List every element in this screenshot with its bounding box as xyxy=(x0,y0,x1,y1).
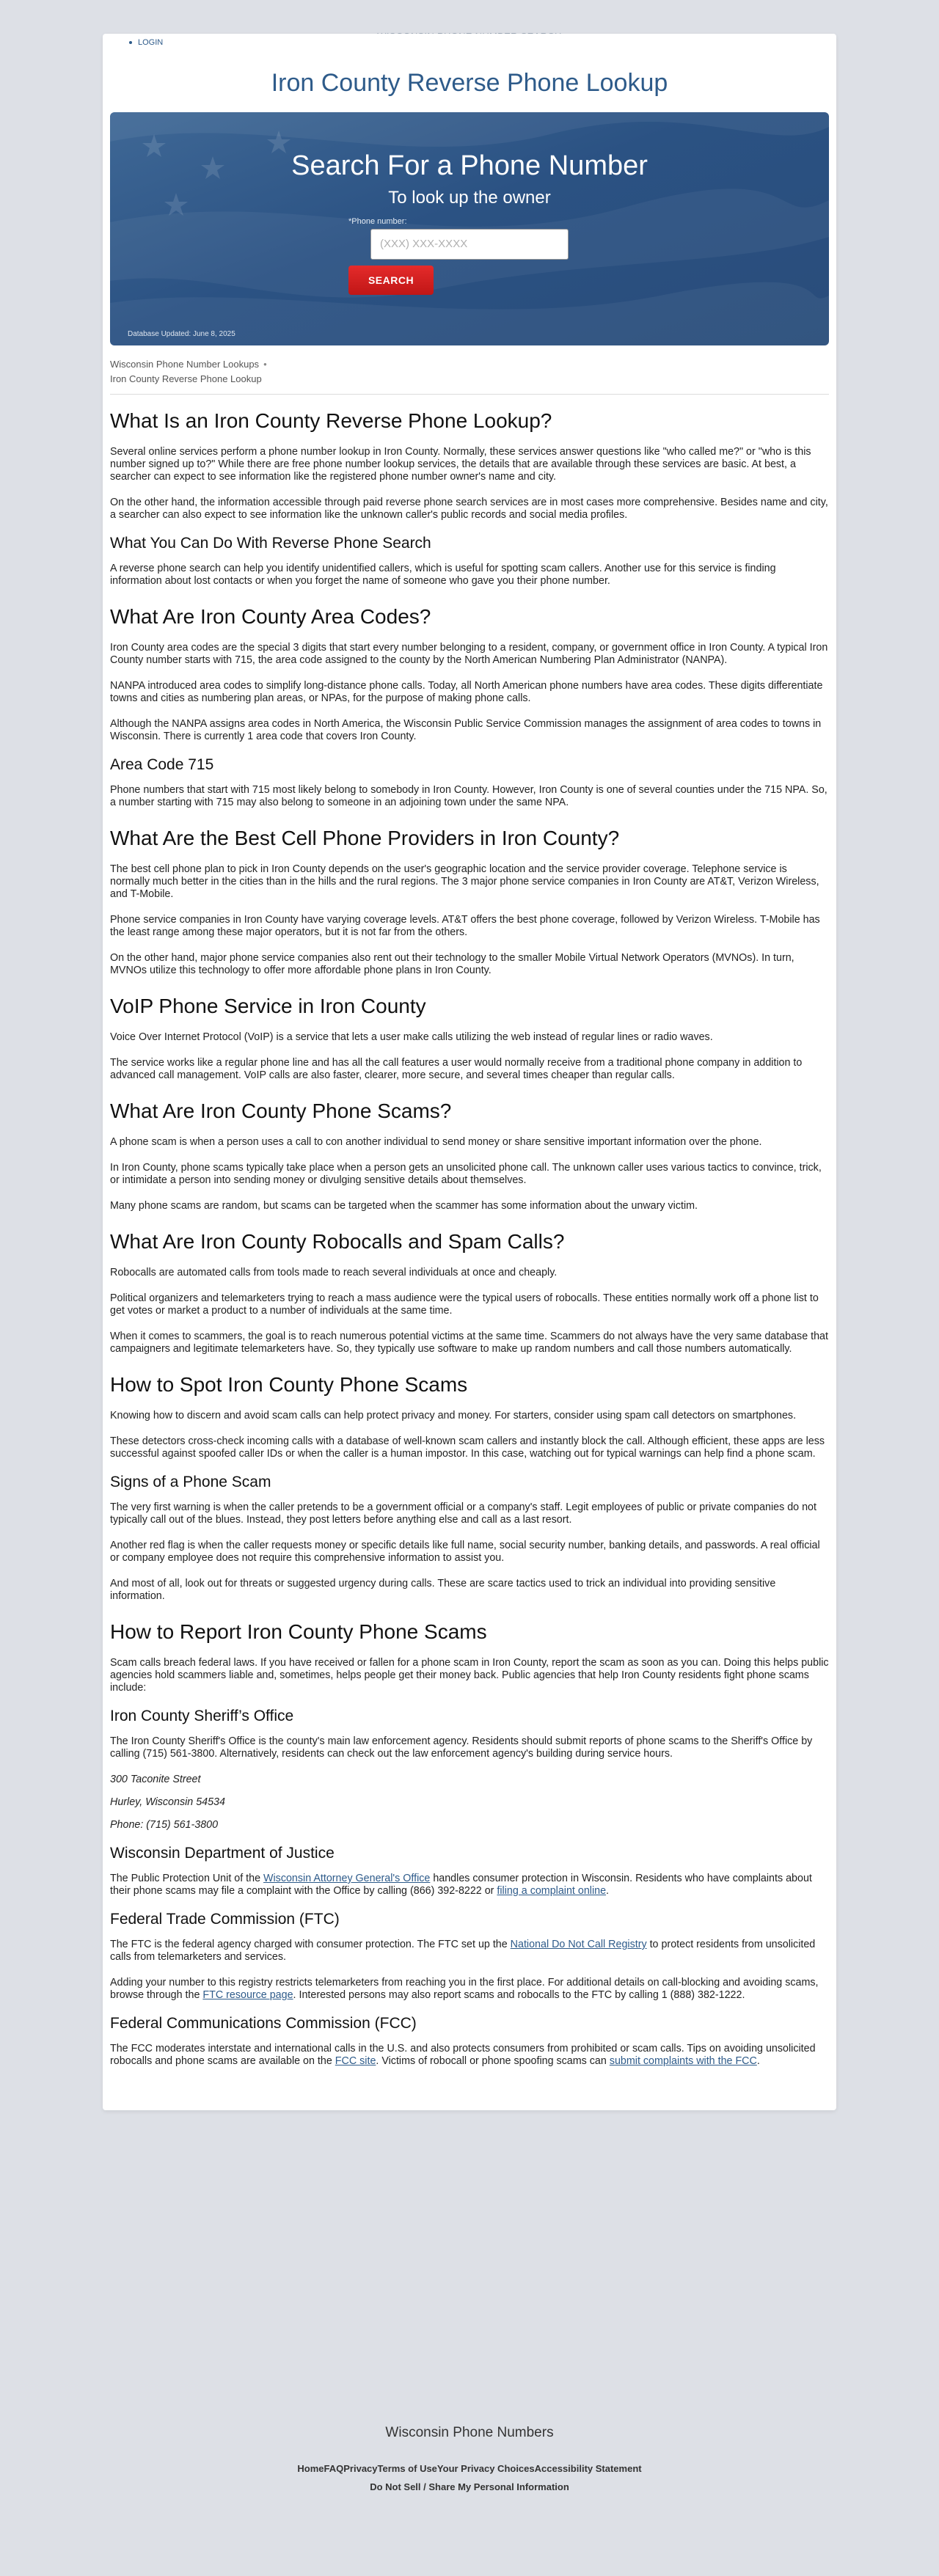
heading-ftc: Federal Trade Commission (FTC) xyxy=(110,1911,340,1928)
paragraph: Political organizers and telemarketers trying to reach a mass audience were the typical users of robocalls. These entities normally work off a phone list to get votes or market a product to a number of individuals at the same time. xyxy=(110,1292,819,1317)
paragraph xyxy=(110,2043,829,2068)
paragraph xyxy=(110,1977,829,2002)
paragraph: A reverse phone search can help you identify unidentified callers, which is useful for spotting scam callers. Another use for this service is finding information about lost contacts or when you forget the name of someone who gave you their phone number. xyxy=(110,563,776,587)
paragraph: Several online services perform a phone number lookup in Iron County. Normally, these services answer questions like "who called me?" or "who is this number signed up to?" While there are free phone number lookup services, the details that are available through these services are basic. At best, a searcher can expect to see information like the registered phone number owner's name and city. xyxy=(110,446,811,483)
heading-area-code-715: Area Code 715 xyxy=(110,756,214,773)
paragraph: On the other hand, the information accessible through paid reverse phone search services are in most cases more comprehensive. Besides name and city, a searcher can also expect to see information like the unknown caller's public records and social media profiles. xyxy=(110,497,828,521)
text: handles consumer protection in Wisconsin. Residents who have complaints about their phone scams may file a complaint with the Office by calling (866) 392-8222 or xyxy=(110,1873,812,1897)
paragraph: Voice Over Internet Protocol (VoIP) is a service that lets a user make calls utilizing the web instead of regular lines or radio waves. xyxy=(110,1031,713,1043)
paragraph: When it comes to scammers, the goal is to reach numerous potential victims at the same time. Scammers do not always have the very same database that campaigners and legitimate telemarketers have. So, they typically use software to make up random numbers and call those numbers automatically. xyxy=(110,1331,828,1355)
paragraph: In Iron County, phone scams typically take place when a person gets an unsolicited phone call. The unknown caller uses various tactics to convince, trick, or intimidate a person into sending money or divulging sensitive details about themselves. xyxy=(110,1162,822,1186)
paragraph xyxy=(110,1939,829,1964)
link-do-not-call-registry[interactable]: National Do Not Call Registry xyxy=(510,1939,647,1950)
text: The Public Protection Unit of the xyxy=(110,1873,264,1884)
link-attorney-general[interactable]: Wisconsin Attorney General's Office xyxy=(263,1873,431,1884)
text: . xyxy=(756,2055,760,2067)
footer-link-do-not-sell[interactable]: Do Not Sell / Share My Personal Information xyxy=(370,2481,569,2492)
divider xyxy=(110,394,829,395)
paragraph: Robocalls are automated calls from tools made to reach several individuals at once and cheaply. xyxy=(110,1267,558,1278)
main-card xyxy=(103,34,836,2110)
paragraph: These detectors cross-check incoming calls with a database of well-known scam callers and instantly block the call. Although efficient, these apps are less successful against spoofed caller IDs or when the caller is a human impostor. In this case, watching out for typical warnings can help find a phone scam. xyxy=(110,1435,825,1460)
hero-subheading: To look up the owner xyxy=(388,188,551,208)
paragraph: The best cell phone plan to pick in Iron County depends on the user's geographic location and the service provider coverage. Telephone service is normally much better in the cities than in the hills and the rural regions. The 3 major phone service companies in Iron County are AT&T, Verizon Wireless, and T-Mobile. xyxy=(110,863,819,900)
paragraph: A phone scam is when a person uses a call to con another individual to send money or share sensitive important information over the phone. xyxy=(110,1136,762,1148)
text: . xyxy=(606,1885,610,1897)
search-button[interactable]: SEARCH xyxy=(348,266,434,295)
heading-area-codes: What Are Iron County Area Codes? xyxy=(110,605,431,628)
breadcrumb xyxy=(110,357,829,387)
address-line: Hurley, Wisconsin 54534 xyxy=(110,1796,225,1808)
heading-fcc: Federal Communications Commission (FCC) xyxy=(110,2015,417,2032)
paragraph: Although the NANPA assigns area codes in North America, the Wisconsin Public Service Commission manages the assignment of area codes to towns in Wisconsin. There is currently 1 area code that covers Iron County. xyxy=(110,718,822,742)
breadcrumb-separator-icon: • xyxy=(263,359,267,370)
paragraph: NANPA introduced area codes to simplify long-distance phone calls. Today, all North American phone numbers have area codes. These digits differentiate towns and cities as numbering plan areas, or NPAs, for the purpose of making phone calls. xyxy=(110,680,823,704)
nav-bar xyxy=(110,34,829,51)
text: . Interested persons may also report scams and robocalls to the FTC by calling 1 (888) 382-1222. xyxy=(293,1989,745,2001)
heading-voip: VoIP Phone Service in Iron County xyxy=(110,995,426,1017)
heading-signs: Signs of a Phone Scam xyxy=(110,1474,271,1490)
heading-sheriff: Iron County Sheriff’s Office xyxy=(110,1708,294,1724)
hero-heading: Search For a Phone Number xyxy=(291,150,648,181)
heading-spot-scams: How to Spot Iron County Phone Scams xyxy=(110,1373,468,1396)
heading-cell-providers: What Are the Best Cell Phone Providers in Iron County? xyxy=(110,827,620,849)
footer-link-faq[interactable]: FAQ xyxy=(324,2463,344,2474)
paragraph: Knowing how to discern and avoid scam calls can help protect privacy and money. For starters, consider using spam call detectors on smartphones. xyxy=(110,1410,797,1421)
link-fcc-site[interactable]: FCC site xyxy=(335,2055,376,2067)
paragraph: The service works like a regular phone line and has all the call features a user would normally receive from a traditional phone company in addition to advanced call management. VoIP calls are also faster, clearer, more secure, and several times cheaper than regular calls. xyxy=(110,1057,803,1081)
phone-input[interactable]: (XXX) XXX-XXXX xyxy=(370,229,569,260)
footer-link-privacy[interactable]: Privacy xyxy=(343,2463,378,2474)
heading-lookup: What Is an Iron County Reverse Phone Lookup? xyxy=(110,409,552,432)
heading-robocalls: What Are Iron County Robocalls and Spam Calls? xyxy=(110,1230,565,1253)
database-updated-text: Database Updated: June 8, 2025 xyxy=(128,330,235,338)
phone-label: *Phone number: xyxy=(348,217,407,226)
footer xyxy=(0,2425,939,2492)
paragraph: Phone service companies in Iron County have varying coverage levels. AT&T offers the best phone coverage, followed by Verizon Wireless. T-Mobile has the least range among these major operators, but it is not far from the others. xyxy=(110,914,820,938)
search-hero xyxy=(110,112,829,345)
paragraph: And most of all, look out for threats or suggested urgency during calls. These are scare tactics used to trick an individual into providing sensitive information. xyxy=(110,1578,776,1602)
paragraph: Scam calls breach federal laws. If you have received or fallen for a phone scam in Iron County, report the scam as soon as you can. Doing this helps public agencies hold scammers liable and, sometimes, helps people get their money back. Public agencies that help Iron County residents fight phone scams include: xyxy=(110,1657,829,1694)
paragraph: The Iron County Sheriff's Office is the county's main law enforcement agency. Residents should submit reports of phone scams to the Sheriff's Office by calling (715) 561-3800. Alternatively, residents can check out the law enforcement agency's building during service hours. xyxy=(110,1735,813,1760)
footer-link-accessibility[interactable]: Accessibility Statement xyxy=(534,2463,642,2474)
phone-search-form xyxy=(348,217,569,295)
link-file-complaint[interactable]: filing a complaint online xyxy=(497,1885,607,1897)
text: The FCC moderates interstate and international calls in the U.S. and also protects consumers from prohibited or scam calls. Tips on avoiding unsolicited robocalls and phone scams are available on the xyxy=(110,2043,816,2067)
text: The FTC is the federal agency charged with consumer protection. The FTC set up the xyxy=(110,1939,511,1950)
paragraph: Many phone scams are random, but scams can be targeted when the scammer has some information about the unwary victim. xyxy=(110,1200,698,1212)
text: Adding your number to this registry restricts telemarketers from reaching you in the first place. For additional details on call-blocking and avoiding scams, browse through the xyxy=(110,1977,819,2001)
bullet-icon xyxy=(129,41,132,44)
heading-doj: Wisconsin Department of Justice xyxy=(110,1845,335,1862)
page-title: Iron County Reverse Phone Lookup xyxy=(271,69,668,97)
heading-phone-scams: What Are Iron County Phone Scams? xyxy=(110,1099,452,1122)
footer-brand: Wisconsin Phone Numbers xyxy=(385,2425,554,2440)
text: . Victims of robocall or phone spoofing scams can xyxy=(376,2055,610,2067)
footer-link-terms[interactable]: Terms of Use xyxy=(377,2463,437,2474)
paragraph: Iron County area codes are the special 3 digits that start every number belonging to a resident, company, or government office in Iron County. A typical Iron County number starts with 715, the area code assigned to the county by the North American Numbering Plan Administrator (NANPA). xyxy=(110,642,828,666)
paragraph xyxy=(110,1873,829,1898)
address-phone: Phone: (715) 561-3800 xyxy=(110,1819,219,1831)
breadcrumb-link-wisconsin[interactable]: Wisconsin Phone Number Lookups xyxy=(110,359,260,370)
heading-report-scams: How to Report Iron County Phone Scams xyxy=(110,1620,487,1643)
login-link[interactable]: LOGIN xyxy=(138,38,164,47)
paragraph: The very first warning is when the caller pretends to be a government official or a company's staff. Legit employees of public or private companies do not typically call out of the blues. Instead, they post letters before anything else and call as a last resort. xyxy=(110,1501,816,1526)
paragraph: Another red flag is when the caller requests money or specific details like full name, social security number, banking details, and passwords. A real official or company employee does not require this comprehensive information to assist you. xyxy=(110,1540,820,1564)
paragraph: Phone numbers that start with 715 most likely belong to somebody in Iron County. However, Iron County is one of several counties under the 715 NPA. So, a number starting with 715 may also belong to someone in an adjoining town under the same NPA. xyxy=(110,784,827,808)
address-line: 300 Taconite Street xyxy=(110,1774,201,1785)
breadcrumb-current: Iron County Reverse Phone Lookup xyxy=(110,373,262,384)
text: to protect residents from unsolicited calls from telemarketers and services. xyxy=(110,1939,816,1963)
article xyxy=(110,409,829,2068)
footer-link-home[interactable]: Home xyxy=(297,2463,324,2474)
paragraph: On the other hand, major phone service companies also rent out their technology to the smaller Mobile Virtual Network Operators (MVNOs). In turn, MVNOs utilize this technology to offer more affordable phone plans in Iron County. xyxy=(110,952,794,976)
footer-link-privacy-choices[interactable]: Your Privacy Choices xyxy=(436,2463,535,2474)
footer-links xyxy=(0,2463,939,2474)
link-fcc-complaints[interactable]: submit complaints with the FCC xyxy=(609,2055,757,2067)
hero-text xyxy=(110,150,829,208)
link-ftc-resource[interactable]: FTC resource page xyxy=(202,1989,293,2001)
heading-what-you-can-do: What You Can Do With Reverse Phone Search xyxy=(110,535,431,552)
